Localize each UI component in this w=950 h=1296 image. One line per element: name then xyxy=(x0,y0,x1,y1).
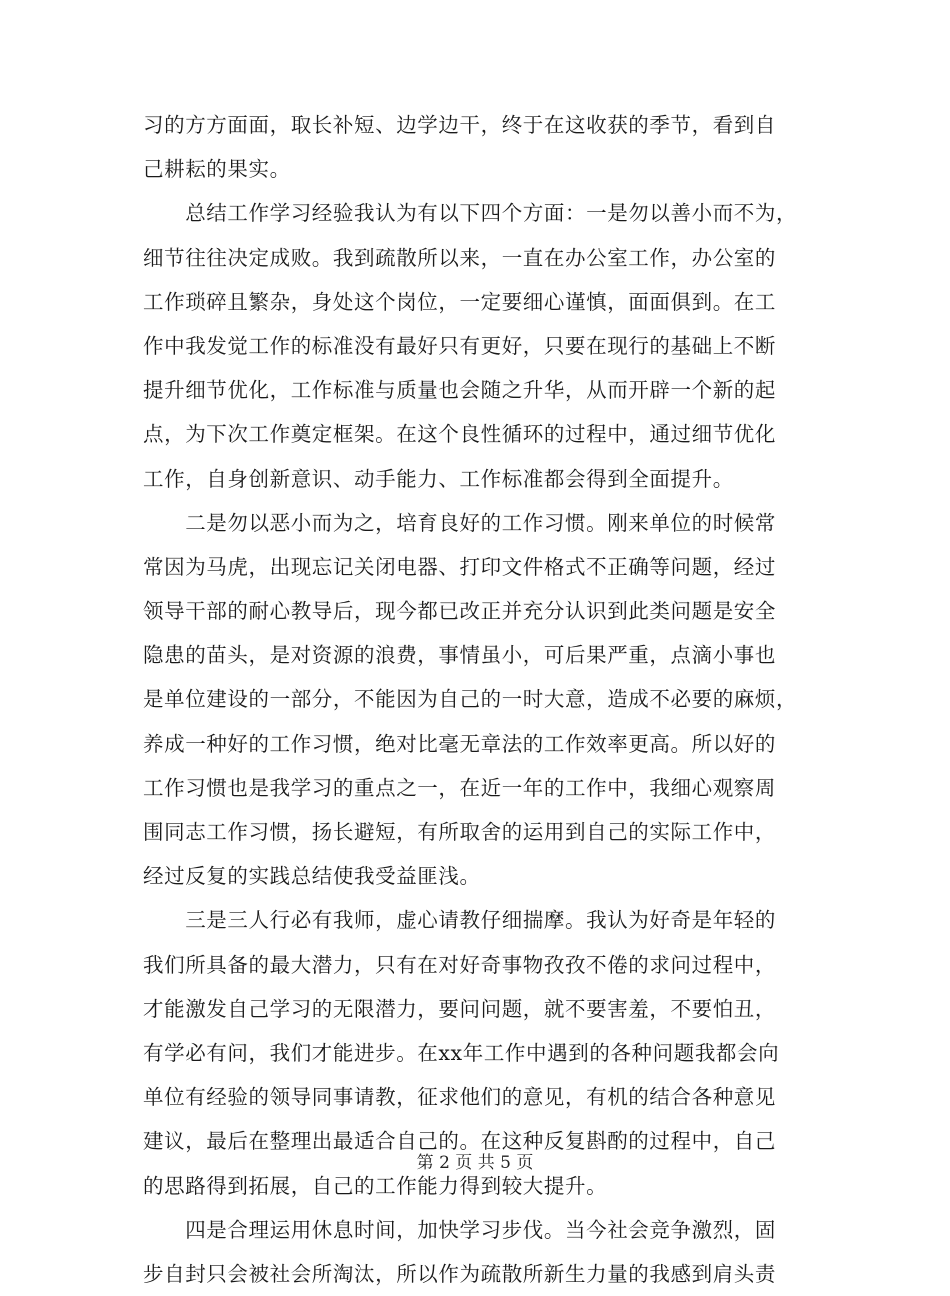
text-line: 点，为下次工作奠定框架。在这个良性循环的过程中，通过细节优化 xyxy=(143,422,776,447)
text-line: 领导干部的耐心教导后，现今都已改正并充分认识到此类问题是安全 xyxy=(143,599,776,624)
text-line: 工作琐碎且繁杂，身处这个岗位，一定要细心谨慎，面面俱到。在工 xyxy=(143,289,776,314)
text-line: 三是三人行必有我师，虚心请教仔细揣摩。我认为好奇是年轻的 xyxy=(143,908,776,933)
text-line: 隐患的苗头，是对资源的浪费，事情虽小，可后果严重，点滴小事也 xyxy=(143,643,776,668)
text-line: 建议，最后在整理出最适合自己的。在这种反复斟酌的过程中，自己 xyxy=(143,1129,776,1154)
text-line: 四是合理运用休息时间，加快学习步伐。当今社会竞争激烈，固 xyxy=(143,1217,776,1242)
text-line: 提升细节优化，工作标准与质量也会随之升华，从而开辟一个新的起 xyxy=(143,378,776,403)
text-line: 养成一种好的工作习惯，绝对比毫无章法的工作效率更高。所以好的 xyxy=(143,731,776,756)
text-line: 二是勿以恶小而为之，培育良好的工作习惯。刚来单位的时候常 xyxy=(143,510,776,535)
page-number: 第 2 页 共 5 页 xyxy=(416,1153,534,1173)
text-line: 有学必有问，我们才能进步。在xx年工作中遇到的各种问题我都会向 xyxy=(143,1040,780,1065)
text-line: 才能激发自己学习的无限潜力，要问问题，就不要害羞，不要怕丑， xyxy=(143,996,776,1021)
text-line: 是单位建设的一部分，不能因为自己的一时大意，造成不必要的麻烦， xyxy=(143,687,798,712)
text-line: 作中我发觉工作的标准没有最好只有更好，只要在现行的基础上不断 xyxy=(143,333,776,358)
text-line: 围同志工作习惯，扬长避短，有所取舍的运用到自己的实际工作中， xyxy=(143,820,776,844)
text-line: 工作，自身创新意识、动手能力、工作标准都会得到全面提升。 xyxy=(143,466,734,491)
text-line: 单位有经验的领导同事请教，征求他们的意见，有机的结合各种意见 xyxy=(143,1085,776,1110)
text-line: 的思路得到拓展，自己的工作能力得到较大提升。 xyxy=(143,1173,608,1198)
text-line: 常因为马虎，出现忘记关闭电器、打印文件格式不正确等问题，经过 xyxy=(143,554,776,579)
text-line: 我们所具备的最大潜力，只有在对好奇事物孜孜不倦的求问过程中， xyxy=(143,952,776,977)
text-line: 工作习惯也是我学习的重点之一，在近一年的工作中，我细心观察周 xyxy=(143,775,776,800)
text-line: 习的方方面面，取长补短、边学边干，终于在这收获的季节，看到自 xyxy=(143,113,776,137)
page-footer xyxy=(0,1148,950,1173)
text-line: 总结工作学习经验我认为有以下四个方面：一是勿以善小而不为， xyxy=(143,201,798,226)
text-line: 步自封只会被社会所淘汰，所以作为疏散所新生力量的我感到肩头责 xyxy=(143,1261,776,1286)
text-line: 经过反复的实践总结使我受益匪浅。 xyxy=(143,864,481,889)
text-line: 己耕耘的果实。 xyxy=(143,157,291,182)
text-line: 细节往往决定成败。我到疏散所以来，一直在办公室工作，办公室的 xyxy=(143,245,776,270)
document-body xyxy=(143,103,807,1296)
